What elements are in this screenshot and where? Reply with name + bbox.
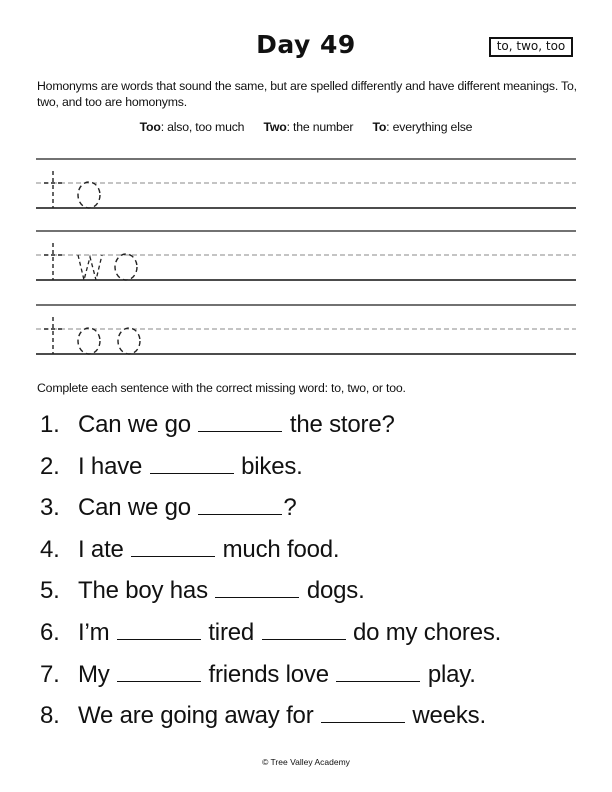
traced-letter-o xyxy=(78,182,100,208)
sentence-text: I ate xyxy=(78,535,124,563)
answer-blank[interactable] xyxy=(321,704,405,723)
definition-word: Too xyxy=(139,120,161,134)
sentence-item xyxy=(40,654,501,696)
traced-letter-t xyxy=(44,317,62,354)
sentence-item xyxy=(40,695,501,737)
sentence-text: bikes. xyxy=(241,452,303,480)
sentence-item xyxy=(40,446,501,488)
traced-letter-o xyxy=(115,254,137,280)
sentence-text: Can we go xyxy=(78,411,191,438)
answer-blank[interactable] xyxy=(262,621,346,640)
answer-blank[interactable] xyxy=(150,455,234,474)
sentence-number: 3. xyxy=(40,494,60,522)
sentence-number: 7. xyxy=(40,660,60,688)
tracing-row-too[interactable] xyxy=(36,304,576,356)
traced-letter-o xyxy=(118,328,140,354)
page-title: Day 49 xyxy=(256,30,356,59)
sentence-text: We are going away for xyxy=(78,702,314,730)
sentence-number: 4. xyxy=(40,535,60,563)
traced-letter-o xyxy=(78,328,100,354)
sentence-number: 8. xyxy=(40,702,60,730)
tracing-row-two[interactable] xyxy=(36,230,576,282)
sentence-item xyxy=(40,570,501,612)
exercise-instructions: Complete each sentence with the correct missing word: to, two, or too. xyxy=(37,381,406,395)
answer-blank[interactable] xyxy=(198,413,282,432)
sentence-text: weeks. xyxy=(412,702,486,730)
definition-meaning: : the number xyxy=(286,120,354,134)
sentence-list xyxy=(40,404,501,737)
sentence-text: Can we go xyxy=(78,494,191,522)
traced-letter-w xyxy=(78,255,102,280)
sentence-text: tired xyxy=(208,618,255,646)
definition-word: To xyxy=(372,120,387,134)
answer-blank[interactable] xyxy=(336,663,420,682)
sentence-text: My xyxy=(78,660,110,688)
copyright-footer: © Tree Valley Academy xyxy=(262,757,350,767)
answer-blank[interactable] xyxy=(117,663,201,682)
sentence-number: 6. xyxy=(40,618,60,646)
sentence-text: I have xyxy=(78,452,143,480)
traced-letter-t xyxy=(44,171,62,208)
sentence-item xyxy=(40,612,501,654)
answer-blank[interactable] xyxy=(117,621,201,640)
intro-paragraph: Homonyms are words that sound the same, but are spelled differently and have different meanings. To, two, and too are homonyms. xyxy=(37,79,577,109)
sentence-text: friends love xyxy=(208,660,329,688)
traced-letter-t xyxy=(44,243,62,280)
answer-blank[interactable] xyxy=(198,496,282,515)
definition-two xyxy=(264,120,354,134)
answer-blank[interactable] xyxy=(215,579,299,598)
sentence-text: dogs. xyxy=(306,577,365,605)
definition-word: Two xyxy=(263,120,287,134)
sentence-text: do my chores. xyxy=(352,618,502,646)
tracing-row-to[interactable] xyxy=(36,158,576,210)
sentence-number: 5. xyxy=(40,577,60,605)
sentence-text: the store? xyxy=(289,411,395,438)
definition-meaning: : also, too much xyxy=(160,120,245,134)
definitions-line xyxy=(0,120,612,134)
definition-too xyxy=(140,120,245,134)
sentence-number: 1. xyxy=(40,411,60,438)
definition-to xyxy=(372,120,472,134)
sentence-text: ? xyxy=(283,494,297,522)
sentence-number: 2. xyxy=(40,452,60,480)
sentence-text: The boy has xyxy=(78,577,208,605)
answer-blank[interactable] xyxy=(131,538,215,557)
sentence-item xyxy=(40,529,501,571)
sentence-text: I’m xyxy=(78,618,110,646)
sentence-item xyxy=(40,404,501,446)
sentence-item xyxy=(40,487,501,529)
definition-meaning: : everything else xyxy=(386,120,473,134)
topic-badge: to, two, too xyxy=(489,37,573,57)
sentence-text: play. xyxy=(427,660,476,688)
sentence-text: much food. xyxy=(222,535,340,563)
